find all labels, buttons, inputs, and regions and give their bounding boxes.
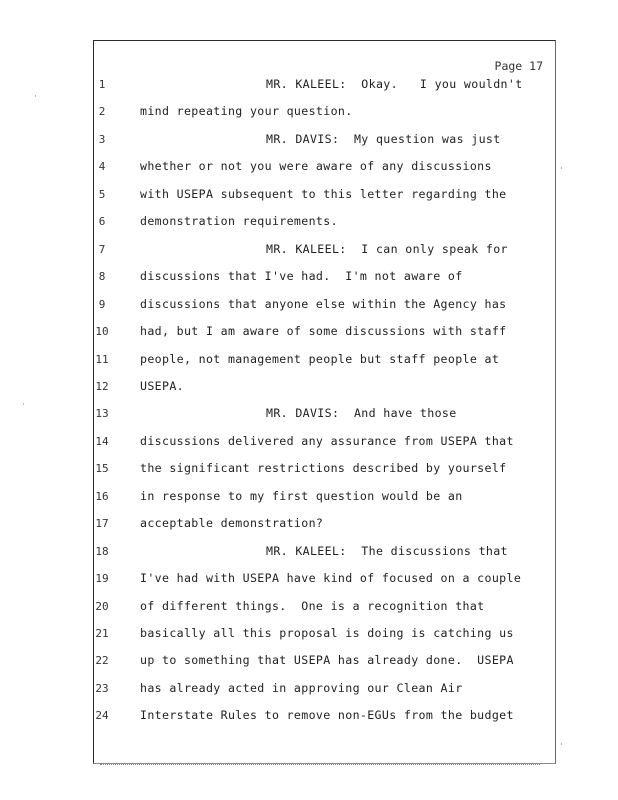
line-number: 19: [95, 572, 109, 586]
line-number: 2: [98, 105, 106, 119]
speaker-line-text: MR. KALEEL: Okay. I you wouldn't: [266, 77, 523, 91]
transcript-line: [0, 460, 618, 480]
line-text: of different things. One is a recognition that: [140, 598, 485, 613]
line-number: 10: [95, 325, 109, 339]
line-text: I've had with USEPA have kind of focused on a couple: [140, 571, 522, 586]
transcript-line: [0, 268, 618, 288]
line-text: discussions that I've had. I'm not aware of: [140, 269, 463, 284]
transcript-line: [0, 131, 618, 151]
speaker-line-text: MR. DAVIS: My question was just: [266, 131, 501, 146]
transcript-line: [0, 405, 618, 425]
transcript-line: [0, 323, 618, 343]
transcript-line: [0, 103, 618, 123]
line-number: 8: [98, 270, 106, 284]
line-text: in response to my first question would be an: [140, 488, 463, 503]
bottom-edge: [100, 764, 540, 769]
transcript-line: [0, 543, 618, 563]
scan-speck: ·: [34, 92, 37, 102]
line-number: 16: [95, 489, 109, 503]
scan-speck: ·: [560, 740, 563, 750]
page-number: Page 17: [494, 59, 543, 73]
line-text: has already acted in approving our Clean Air: [140, 680, 463, 695]
transcript-line: [0, 241, 618, 261]
transcript-line: [0, 680, 618, 700]
transcript-line: [0, 378, 618, 398]
line-number: 23: [95, 681, 109, 695]
line-text: whether or not you were aware of any discussions: [140, 159, 492, 174]
scan-speck: ·: [560, 164, 563, 174]
transcript-line: [0, 488, 618, 508]
transcript-line: [0, 707, 618, 727]
transcript-line: [0, 158, 618, 178]
line-text: Interstate Rules to remove non-EGUs from the budget: [140, 708, 514, 723]
transcript-line: [0, 598, 618, 618]
transcript-line: [0, 652, 618, 672]
transcript-line: [0, 351, 618, 371]
line-text: mind repeating your question.: [140, 104, 353, 119]
line-number: 13: [95, 407, 109, 421]
line-number: 4: [98, 160, 106, 174]
line-text: basically all this proposal is doing is catching us: [140, 626, 514, 640]
line-number: 17: [95, 517, 109, 531]
line-text: had, but I am aware of some discussions with staff: [140, 324, 507, 339]
line-text: discussions that anyone else within the Agency has: [140, 296, 507, 311]
line-number: 15: [95, 462, 109, 476]
speaker-line-text: MR. DAVIS: And have those: [266, 406, 457, 421]
line-number: 24: [95, 709, 109, 723]
line-number: 21: [95, 627, 109, 640]
transcript-line: [0, 625, 618, 645]
line-text: discussions delivered any assurance from USEPA that: [140, 433, 514, 448]
scan-speck: ·: [22, 400, 25, 410]
transcript-line: [0, 433, 618, 453]
line-number: 6: [98, 215, 106, 229]
line-text: up to something that USEPA has already done. USEPA: [140, 653, 514, 668]
line-text: the significant restrictions described by yourself: [140, 461, 507, 476]
line-number: 20: [95, 599, 109, 613]
line-number: 11: [95, 352, 109, 366]
transcript-line: [0, 186, 618, 206]
transcript-line: [0, 570, 618, 590]
line-number: 22: [95, 654, 109, 668]
line-number: 9: [98, 297, 106, 311]
line-number: 7: [98, 242, 106, 256]
transcript-line: [0, 296, 618, 316]
line-text: acceptable demonstration?: [140, 516, 324, 531]
line-number: 5: [98, 187, 106, 201]
line-number: 12: [95, 379, 109, 393]
line-number: 14: [95, 434, 109, 448]
line-text: USEPA.: [140, 378, 184, 393]
line-text: people, not management people but staff people at: [140, 351, 500, 366]
transcript-line: [0, 515, 618, 535]
line-text: with USEPA subsequent to this letter regarding the: [140, 186, 507, 201]
transcript-line: [0, 76, 618, 96]
transcript-line: [0, 213, 618, 233]
line-number: 18: [95, 544, 109, 558]
line-text: demonstration requirements.: [140, 214, 338, 229]
line-number: 3: [98, 132, 106, 146]
speaker-line-text: MR. KALEEL: The discussions that: [266, 543, 508, 558]
speaker-line-text: MR. KALEEL: I can only speak for: [266, 241, 508, 256]
line-number: 1: [98, 78, 106, 91]
